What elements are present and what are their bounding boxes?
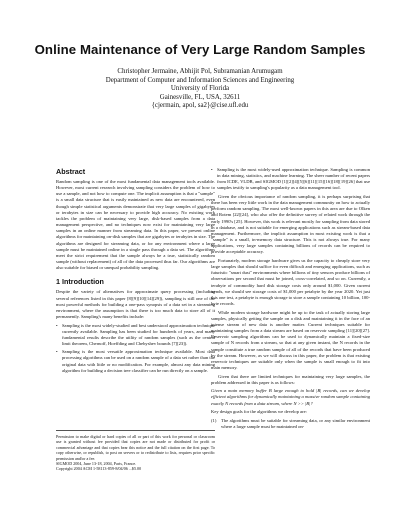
benefit-item: • Sampling is the most versatile approximation technique available. Most data processing algorithms can be used on a random sample of a data set rather than the original data with little or no modification. For example, almost any data mining algorithm for building a decision tree classifier can be run directly on a sample.: [62, 349, 215, 374]
author-email: {cjermain, apol, sa2}@cise.ufl.edu: [151, 102, 249, 110]
benefit-item: • Sampling is the most widely-used approximation technique. Sampling is common in data mining, statistics, and machine learning. The sheer number of recent papers from ICDE, VLDB, and SIGMOD [1][2][4][5][6][11][15][16][18][19][26] that use samples testify to sampling's popularity as a data management tool.: [217, 167, 370, 192]
copyright-footnote: [56, 430, 215, 472]
benefit-list-continued: [211, 167, 370, 192]
goal-text: The algorithms must be suitable for streaming data, or any similar environment where a large sample must be maintained on-: [221, 417, 370, 429]
goal-number: (1): [211, 417, 217, 423]
intro-paragraph-6: Key design goals for the algorithms we develop are:: [211, 409, 307, 415]
author-department: Department of Computer and Information Sciences and Engineering: [105, 76, 295, 84]
intro-paragraph-5: Given that there are limited techniques for maintaining very large samples, the problem addressed in this paper is as follows:: [211, 373, 370, 385]
author-city: Gainesville, FL, USA, 32611: [159, 93, 241, 101]
benefit-item: • Sampling is the most widely-studied and best understood approximation technique currently available. Sampling has been studied for hundreds of years, and many fundamental results describe the utility of random samples (such as the central limit theorem, Chernoff, Hoeffding and Chebyshev bounds [7][23]).: [62, 323, 215, 348]
intro-paragraph-1: Despite the variety of alternatives for approximate query processing (including several references listed in this paper [8][9][10][14][29]), sampling is still one of the most powerful methods for building a one-pass synopsis of a data set in a streaming environment, where the assumption is that there is too much data to store all of it permanently. Sampling's many benefits include:: [56, 289, 215, 319]
author-university: University of Florida: [170, 85, 230, 93]
author-block: [0, 68, 400, 111]
intro-heading: 1 Introduction: [56, 277, 104, 287]
abstract-text: Random sampling is one of the most fundamental data management tools available. However, most current research involving sampling considers the problem of how to use a sample, and not how to compute one. The implicit assumption is that a "sample" is a small data structure that is easily maintained as new data are encountered, even though simple statistical arguments demonstrate that very large samples of gigabytes or terabytes in size can be necessary to provide high accuracy. No existing work tackles the problem of maintaining very large, disk-based samples from a data management perspective, and no techniques now exist for maintaining very large samples in an online manner from streaming data. In this paper, we present online algorithms for maintaining on-disk samples that are gigabytes or terabytes in size. The algorithms are designed for streaming data, or for any environment where a large sample must be maintained online in a single pass through a data set. The algorithms meet the strict requirement that the sample always be a true, statistically random sample (without replacement) of all of the data processed thus far. Our algorithms are also suitable for biased or unequal probability sampling.: [56, 179, 215, 271]
design-goal-1: [211, 418, 370, 430]
author-names: Christopher Jermaine, Abhijit Pol, Subramanian Arumugam: [117, 68, 283, 75]
footnote-permission: Permission to make digital or hard copies of all or part of this work for personal or classroom use is granted without fee provided that copies are not made or distributed for profit or commercial advantage and that copies bear this notice and the full citation on the first page. To copy otherwise, or republish, to post on servers or to redistribute to lists, requires prior specific permission and/or a fee.: [56, 434, 215, 461]
footnote-conference: SIGMOD 2004, June 13-18, 2004, Paris, France.: [56, 461, 137, 467]
intro-paragraph-4: While modern storage hardware might be up to the task of actually storing large samples, physically getting the sample on a disk and maintaining it in the face of an intense stream of new data is another matter. Current techniques suitable for maintaining samples from a data stream are based on reservoir sampling [11][20][27]. Reservoir sampling algorithms can be used to dynamically maintain a fixed-size sample of N records from a stream, so that at any given instant, the N records in the sample constitute a true random sample of all of the records that have been produced by the stream. However, as we will discuss in this paper, the problem is that existing reservoir techniques are suitable only when the sample is small enough to fit into main memory.: [211, 309, 370, 371]
problem-statement: Given a main memory buffer B large enough to hold |B| records, can we develop efficient algorithms for dynamically maintaining a massive random sample containing exactly N records from a data stream, where N >> |B|?: [211, 388, 370, 406]
intro-paragraph-3: Fortunately, modern storage hardware gives us the capacity to cheaply store very large samples that should suffice for even difficult and emerging applications, such as futuristic "smart dust" environments where billions of tiny sensors produce billions of observations per second that must be joined, cross-correlated, and so on. Currently, a terabyte of commodity hard disk storage costs only around $1,000. Given current trends, we should see storage costs of $1,000 per petabyte by the year 2020. Yet just this one test, a petabyte is enough storage to store a sample containing 10 billion, 100-byte records.: [211, 257, 370, 307]
intro-paragraph-2: Given the obvious importance of random sampling, it is perhaps surprising that there has been very little work in the data management community on how to actually perform random sampling. The most well-known papers in this area are due to Olken and Rotem [22][24], who also offer the definitive survey of related work through the early 1990's [25]. However, this work is relevant mostly for sampling from data stored in a database, and is not suitable for emerging applications such as stream-based data management. Furthermore, the implicit assumption in most existing work is that a "sample" is a small, in-memory data structure. This is not always true. For many applications, very large samples containing billions of records can be required to provide acceptable accuracy.: [211, 194, 370, 255]
abstract-heading: Abstract: [56, 167, 86, 176]
paper-title: Online Maintenance of Very Large Random Samples: [34, 42, 366, 57]
benefit-list: [56, 323, 215, 374]
right-column: [211, 167, 370, 430]
left-column: [56, 167, 215, 376]
footnote-copyright: Copyright 2004 ACM 1-58113-859-8/04/06 ...$5.00: [56, 466, 142, 472]
